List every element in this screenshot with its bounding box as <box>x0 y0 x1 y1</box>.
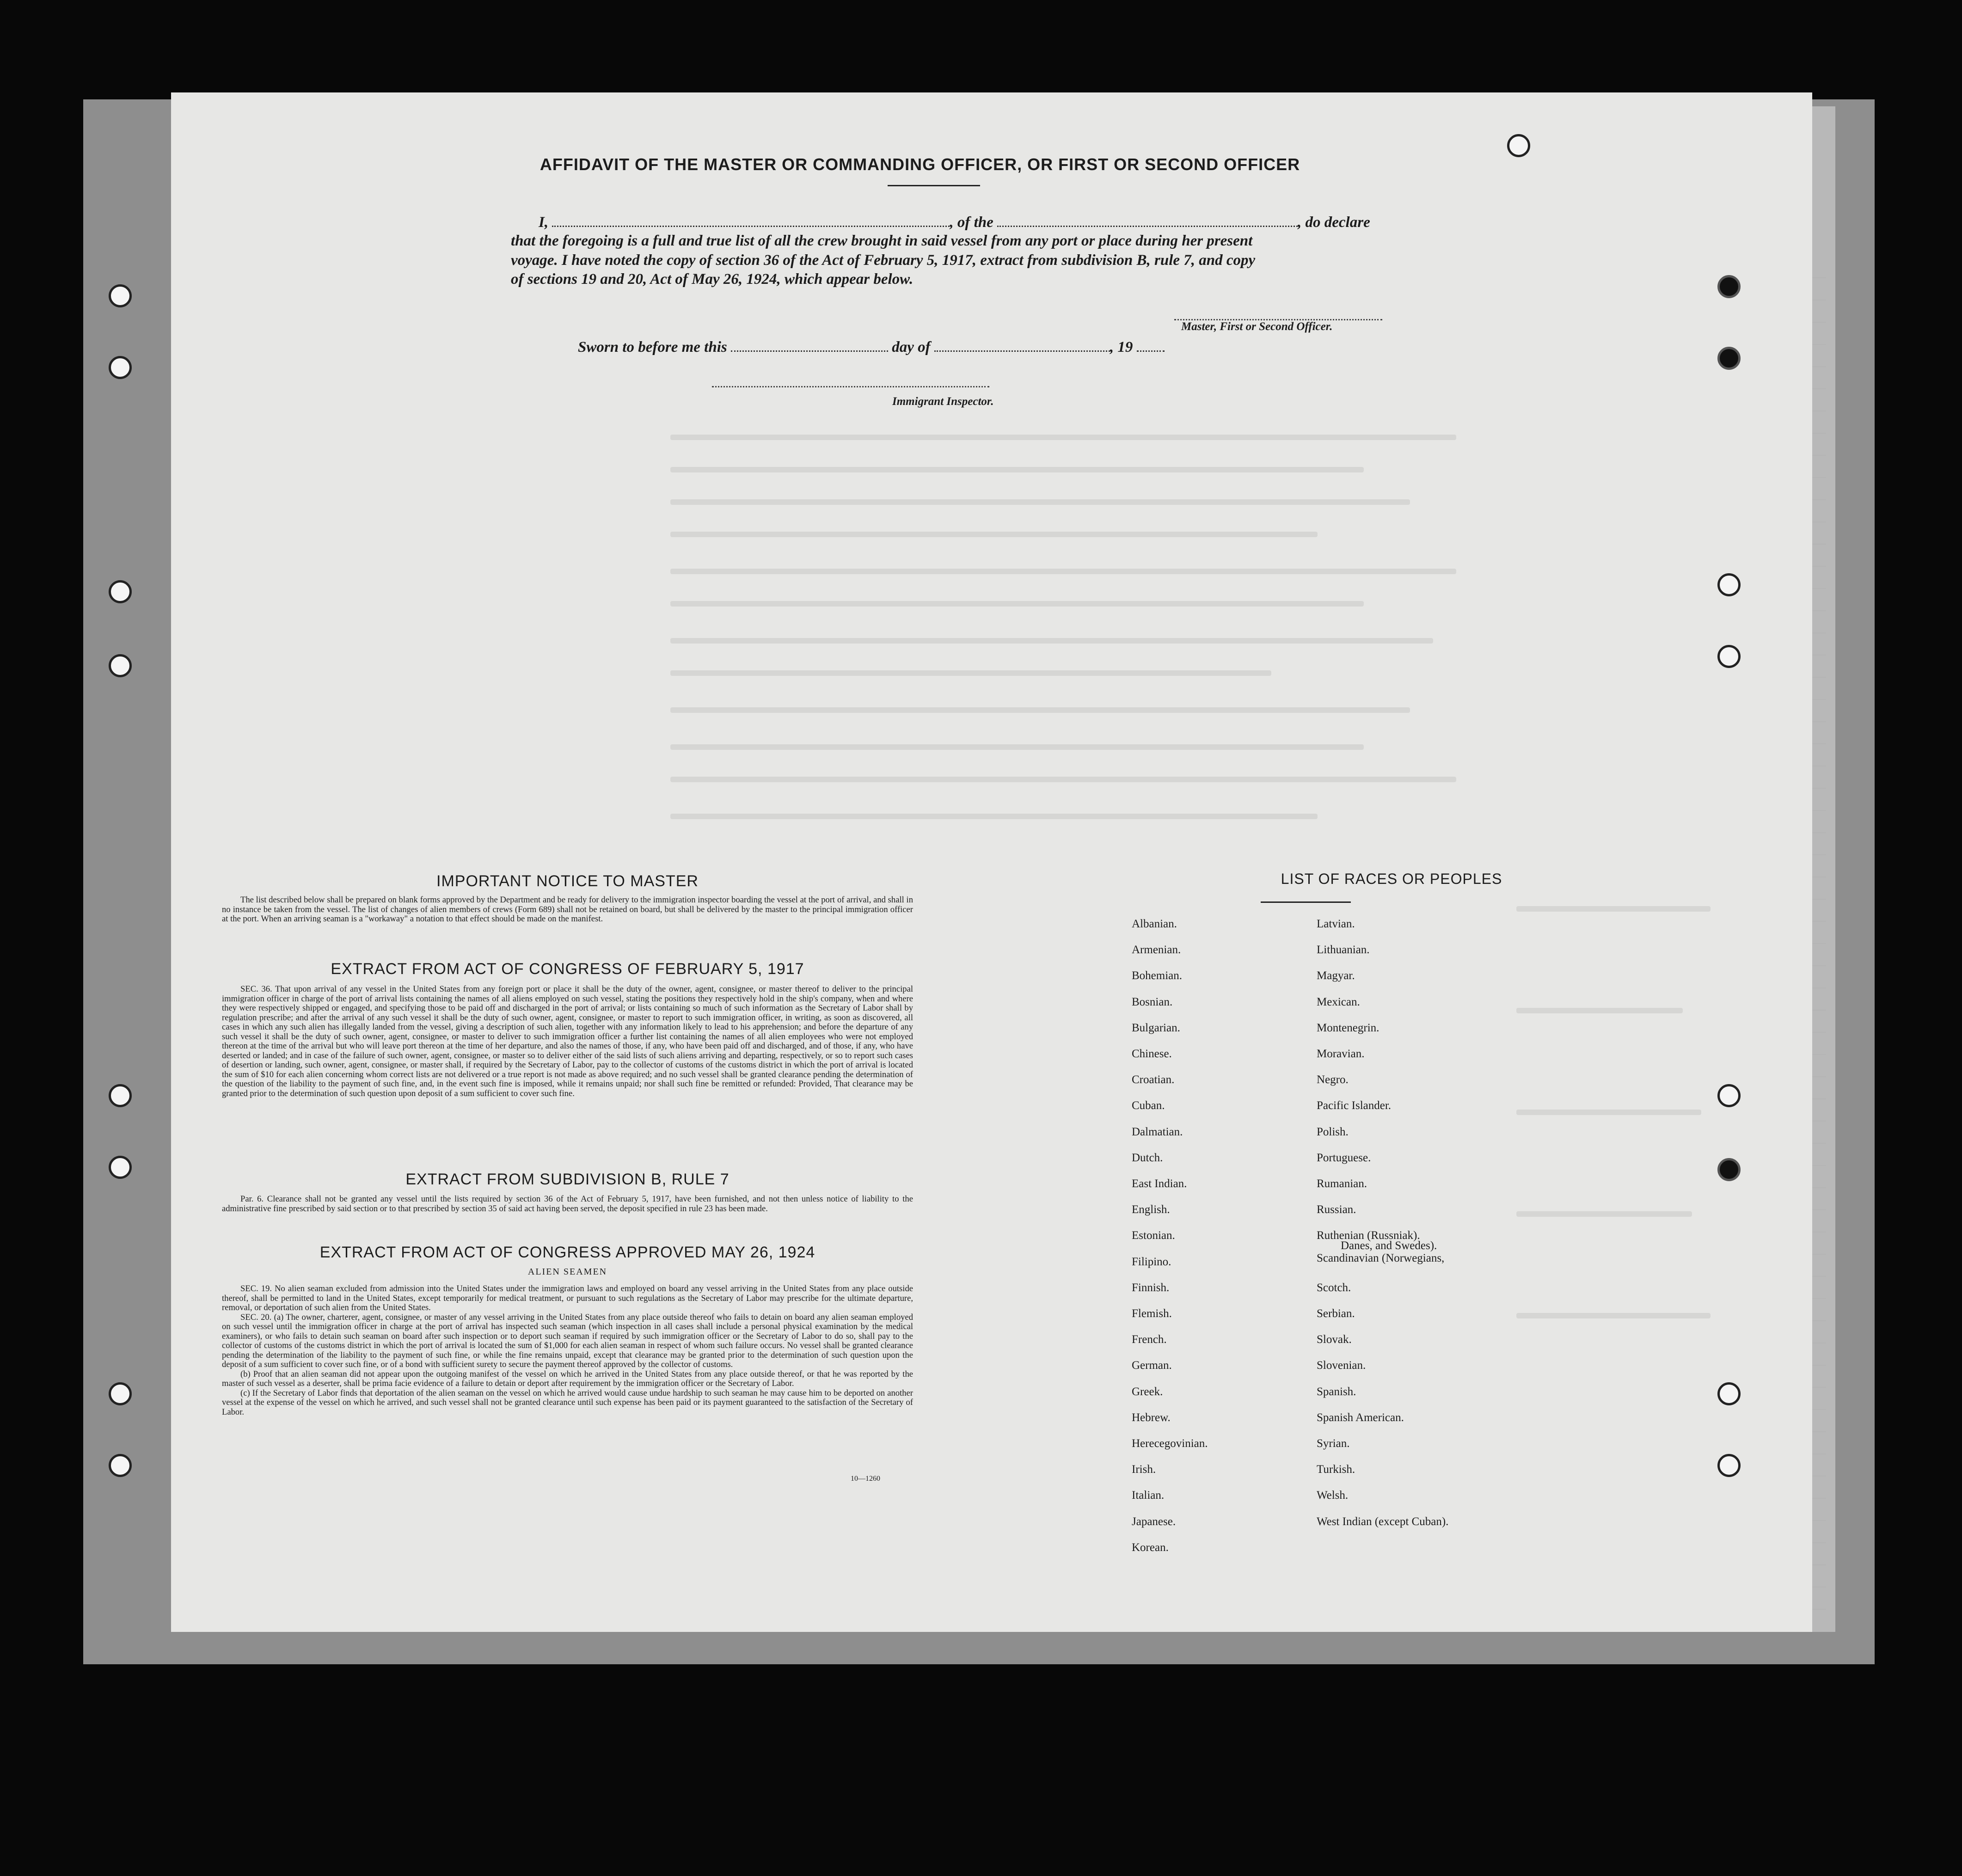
race-entry: Hebrew. <box>1132 1411 1171 1424</box>
affidavit-do-declare: , do declare <box>1298 214 1370 231</box>
binder-hole <box>1717 347 1741 370</box>
binder-hole <box>109 1084 132 1107</box>
notice-paragraph <box>222 895 913 924</box>
extract-1917-text: SEC. 36. That upon arrival of any vessel in the United States from any foreign port or place it shall be the duty of the owner, agent, consignee, or master thereof to deliver to the principal immigration officer in charge of the port of arrival lists containing the names of all aliens employed on such vessel, stating the positions they respectively hold in the ship's company, when and where they were respectively shipped or engaged, and specifying those to be paid off and discharged in the port of arrival; or lists containing so much of such information as the Secretary of Labor shall by regulation prescribe; and after the arrival of any such vessel it shall be the duty of such owner, agent, consignee, or master to report to such immigration officer, in writing, as soon as discovered, all cases in which any such alien has illegally landed from the vessel, giving a description of such alien, together with any information likely to lead to his apprehension; and before the departure of any such vessel it shall be the duty of such owner, agent, consignee, or master to deliver to such immigration officer a further list containing the names of all alien employees who were not employed thereon at the time of the arrival but who will leave port thereon at the time of her departure, and also the names of those, if any, who have been paid off and discharged, and of those, if any, who have deserted or landed; and in case of the failure of such owner, agent, consignee, or master so to deliver either of the said lists of such aliens arriving and departing, respectively, or so to report such cases of desertion or landing, such owner, agent, consignee, or master shall, if required by the Secretary of Labor, pay to the collector of customs of the customs district in which the port of arrival is located the sum of $10 for each alien concerning whom correct lists are not delivered or a true report is not made as above required; and no such vessel shall be granted clearance pending the determination of the question of the liability to the payment of such fine, and, in the event such fine is imposed, while it remains unpaid; nor shall such fine be remitted or refunded: Provided, That clearance may be granted prior to the determination of such question upon deposit of a sum sufficient to cover such fine. <box>222 984 913 1098</box>
binder-hole <box>109 654 132 677</box>
races-title: LIST OF RACES OR PEOPLES <box>1281 871 1502 887</box>
bleed-through-mark <box>670 707 1410 713</box>
race-entry: Filipino. <box>1132 1256 1171 1268</box>
race-entry: Polish. <box>1317 1126 1349 1138</box>
bleed-through-mark <box>1516 1110 1701 1115</box>
extract-rule7-paragraph <box>222 1195 913 1214</box>
bleed-through-mark <box>670 467 1364 472</box>
race-entry: West Indian (except Cuban). <box>1317 1515 1449 1528</box>
sworn-year: , 19 <box>1110 339 1133 356</box>
race-entry: Ruthenian (Russniak). <box>1317 1229 1420 1242</box>
binder-hole <box>109 1156 132 1179</box>
affidavit-text-line: that the foregoing is a full and true list of all the crew brought in said vessel from any port or place during her present <box>511 233 1253 249</box>
notice-title: IMPORTANT NOTICE TO MASTER <box>436 872 699 890</box>
race-entry: Bosnian. <box>1132 996 1173 1008</box>
race-entry: East Indian. <box>1132 1177 1187 1190</box>
extract-1917-title: EXTRACT FROM ACT OF CONGRESS OF FEBRUARY 5, 1917 <box>331 960 804 978</box>
binder-hole <box>109 580 132 603</box>
race-entry: Danes, and Swedes). <box>1341 1239 1437 1252</box>
alien-seamen-subtitle: ALIEN SEAMEN <box>527 1267 607 1277</box>
race-entry: Slovak. <box>1317 1333 1352 1346</box>
race-entry: Japanese. <box>1132 1515 1176 1528</box>
extract-rule7-title: EXTRACT FROM SUBDIVISION B, RULE 7 <box>405 1171 730 1188</box>
affidavit-text-line: voyage. I have noted the copy of section 36 of the Act of February 5, 1917, extract from subdivision B, rule 7, and copy <box>511 252 1256 269</box>
race-entry: French. <box>1132 1333 1167 1346</box>
sec19-text: SEC. 19. No alien seaman excluded from admission into the United States under the immigration laws and employed on board any vessel arriving in the United States from any place outside thereof, shall be permitted to land in the United States, except temporarily for medical treatment, or pursuant to such regulations as the Secretary of Labor may prescribe for the ultimate departure, removal, or deportation of such alien from the United States. <box>222 1284 913 1312</box>
race-entry: Pacific Islander. <box>1317 1099 1392 1112</box>
sworn-line <box>578 338 1248 356</box>
bleed-through-mark <box>670 744 1364 750</box>
race-entry: Spanish. <box>1317 1386 1356 1398</box>
race-entry: English. <box>1132 1203 1170 1216</box>
race-entry: Greek. <box>1132 1386 1163 1398</box>
inspector-signature-line[interactable] <box>712 386 989 387</box>
race-entry: Syrian. <box>1317 1437 1350 1450</box>
bleed-through-mark <box>670 532 1318 537</box>
master-caption: Master, First or Second Officer. <box>1181 320 1333 333</box>
race-entry: Scotch. <box>1317 1281 1351 1294</box>
bleed-through-mark <box>670 499 1410 505</box>
race-entry: Estonian. <box>1132 1229 1175 1242</box>
extract-rule7-text: Par. 6. Clearance shall not be granted any vessel until the lists required by section 36 of the Act of February 5, 1917, have been furnished, and not then unless notice of liability to the administrative fine prescribed by said section or to that prescribed by section 35 of said act having been served, the deposit specified in rule 23 has been made. <box>222 1194 913 1214</box>
bleed-through-mark <box>1516 906 1711 912</box>
binder-hole <box>1717 573 1741 596</box>
race-entry: Scandinavian (Norwegians, <box>1317 1252 1445 1264</box>
bleed-through-mark <box>1516 1211 1692 1217</box>
binder-hole <box>1717 645 1741 668</box>
title-rule <box>888 185 980 186</box>
race-entry: Negro. <box>1317 1073 1349 1086</box>
race-entry: Armenian. <box>1132 944 1181 956</box>
sworn-day-of: day of <box>892 339 931 356</box>
race-entry: Croatian. <box>1132 1073 1175 1086</box>
race-entry: Dalmatian. <box>1132 1126 1183 1138</box>
race-entry: Cuban. <box>1132 1099 1165 1112</box>
binder-hole <box>109 1454 132 1477</box>
sworn-date-blank[interactable] <box>731 338 888 352</box>
race-entry: Irish. <box>1132 1463 1156 1476</box>
sec20c-text: (c) If the Secretary of Labor finds that deportation of the alien seaman on the vessel on which he arrived would cause undue hardship to such seaman he may cause him to be deported on another vessel at the expense of the vessel on which he arrived, and such vessel shall not be granted clearance until such expense has been paid or its payment guaranteed to the satisfaction of the Secretary of Labor. <box>222 1388 913 1417</box>
binder-hole <box>109 284 132 307</box>
race-entry: Bulgarian. <box>1132 1022 1180 1034</box>
binder-hole <box>1717 1158 1741 1181</box>
affidavit-declaration-line <box>511 214 1417 231</box>
race-entry: Bohemian. <box>1132 969 1183 982</box>
bleed-through-mark <box>1516 1313 1711 1318</box>
race-entry: Magyar. <box>1317 969 1355 982</box>
form-number: 10—1260 <box>851 1475 880 1483</box>
race-entry: Moravian. <box>1317 1048 1365 1060</box>
sworn-prefix: Sworn to before me this <box>578 339 727 356</box>
race-entry: Italian. <box>1132 1489 1165 1502</box>
binder-hole <box>1717 275 1741 298</box>
bleed-through-mark <box>670 777 1456 782</box>
bleed-through-mark <box>670 569 1456 574</box>
race-entry: Chinese. <box>1132 1048 1172 1060</box>
bleed-through-mark <box>670 670 1271 676</box>
race-entry: Lithuanian. <box>1317 944 1370 956</box>
race-entry: Herecegovinian. <box>1132 1437 1208 1450</box>
race-entry: Turkish. <box>1317 1463 1355 1476</box>
race-entry: Serbian. <box>1317 1307 1355 1320</box>
race-entry: Portuguese. <box>1317 1152 1371 1164</box>
sworn-year-blank[interactable] <box>1137 338 1165 352</box>
name-blank[interactable] <box>552 214 950 227</box>
affidavit-i: I, <box>539 214 549 231</box>
race-entry: Korean. <box>1132 1541 1169 1554</box>
binder-hole <box>1717 1382 1741 1405</box>
binder-hole <box>1507 134 1530 157</box>
binder-hole <box>109 356 132 379</box>
race-entry: Finnish. <box>1132 1281 1170 1294</box>
race-entry: German. <box>1132 1359 1172 1372</box>
affidavit-of-the: , of the <box>950 214 993 231</box>
affidavit-text-line: of sections 19 and 20, Act of May 26, 1924, which appear below. <box>511 271 914 288</box>
sworn-month-blank[interactable] <box>934 338 1110 352</box>
binder-hole <box>1717 1084 1741 1107</box>
race-entry: Dutch. <box>1132 1152 1163 1164</box>
bleed-through-mark <box>670 638 1433 644</box>
race-entry: Flemish. <box>1132 1307 1172 1320</box>
notice-text: The list described below shall be prepared on blank forms approved by the Department and be ready for delivery to the immigration inspector boarding the vessel at the port of arrival, and shall in no instance be taken from the vessel. The list of changes of alien members of crews (Form 689) shall not be retained on board, but shall be delivered by the master to the principal immigration officer at the port. When an arriving seaman is a "workaway" a notation to that effect should be made on the manifest. <box>222 895 913 924</box>
race-entry: Slovenian. <box>1317 1359 1366 1372</box>
race-entry: Albanian. <box>1132 918 1177 930</box>
sec20a-text: SEC. 20. (a) The owner, charterer, agent, consignee, or master of any vessel arriving in the United States from any place outside thereof who fails to detain on board any alien seaman employed on such vessel until the immigration officer in charge at the port of arrival has inspected such seaman (which inspection in all cases shall include a personal physical examination by the medical examiners), or who fails to detain such seaman on board after such inspection or to deport such seaman if required by such immigration officer or the Secretary of Labor to do so, shall pay to the collector of customs of the customs district in which the port of arrival is located the sum of $1,000 for each alien seaman in respect of whom such failure occurs. No vessel shall be granted clearance pending the determination of the liability to the payment of such fine, or while the fine remains unpaid, except that clearance may be granted prior to the determination of such question upon the deposit of a sum sufficient to cover such fine, or of a bond with sufficient surety to secure the payment thereof approved by the collector of customs. <box>222 1312 913 1369</box>
races-title-rule <box>1261 901 1351 903</box>
extract-1917-paragraph <box>222 985 913 1098</box>
affidavit-title: AFFIDAVIT OF THE MASTER OR COMMANDING OFFICER, OR FIRST OR SECOND OFFICER <box>540 155 1300 174</box>
race-entry: Spanish American. <box>1317 1411 1404 1424</box>
race-entry: Mexican. <box>1317 996 1360 1008</box>
race-entry: Rumanian. <box>1317 1177 1367 1190</box>
bleed-through-mark <box>670 435 1456 440</box>
binder-hole <box>109 1382 132 1405</box>
extract-1924-paragraphs <box>222 1284 913 1417</box>
inspector-caption: Immigrant Inspector. <box>892 395 994 408</box>
race-entry: Welsh. <box>1317 1489 1349 1502</box>
bleed-through-mark <box>670 601 1364 607</box>
bleed-through-mark <box>1516 1008 1683 1013</box>
bleed-through-mark <box>670 814 1318 819</box>
vessel-blank[interactable] <box>997 214 1298 227</box>
extract-1924-title: EXTRACT FROM ACT OF CONGRESS APPROVED MAY 26, 1924 <box>319 1244 815 1261</box>
binder-hole <box>1717 1454 1741 1477</box>
race-entry: Latvian. <box>1317 918 1355 930</box>
sec20b-text: (b) Proof that an alien seaman did not appear upon the outgoing manifest of the vessel on which he arrived in the United States from any place outside thereof, or that he was reported by the master of such vessel as a deserter, shall be prima facie evidence of a failure to detain or deport after requirement by the immigration officer or the Secretary of Labor. <box>222 1369 913 1388</box>
race-entry: Russian. <box>1317 1203 1356 1216</box>
race-entry: Montenegrin. <box>1317 1022 1380 1034</box>
